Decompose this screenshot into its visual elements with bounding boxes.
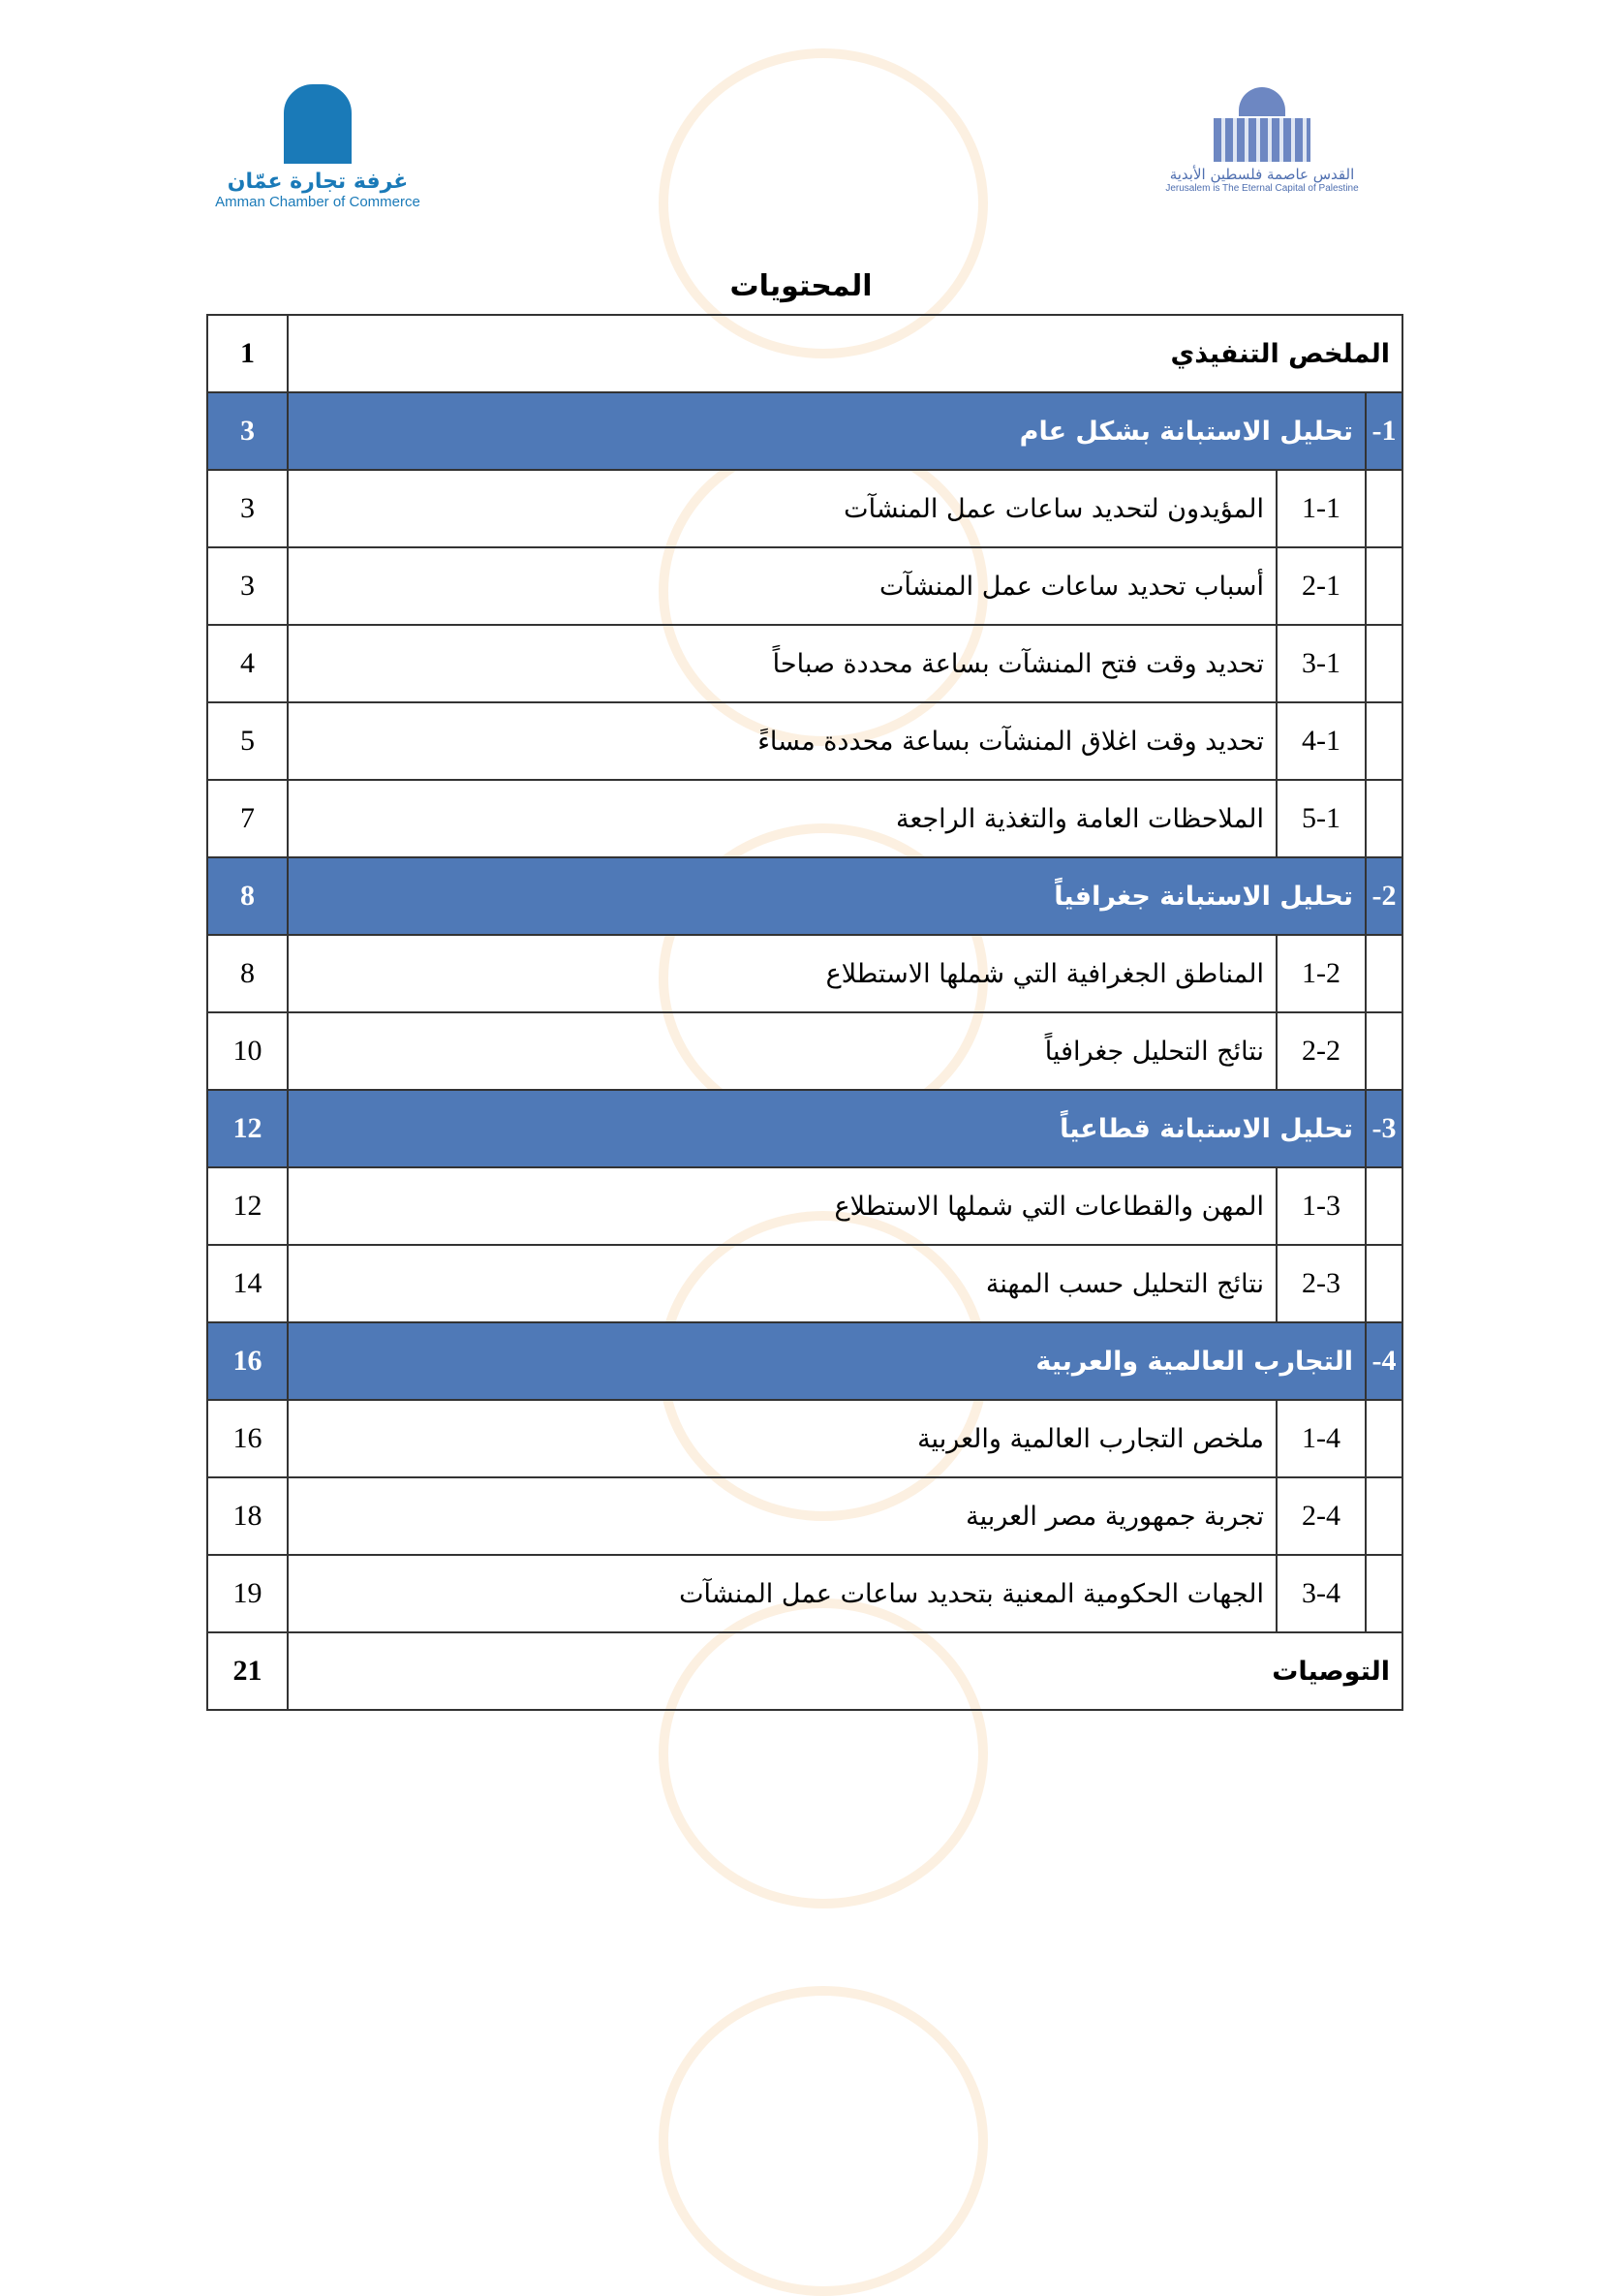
toc-row[interactable] bbox=[207, 1012, 1402, 1090]
page-number-text: 3 bbox=[240, 570, 255, 602]
empty-cell bbox=[1366, 1477, 1402, 1555]
subsection-number bbox=[1277, 1167, 1366, 1245]
entry-title bbox=[288, 857, 1366, 935]
watermark-clock bbox=[659, 48, 988, 358]
entry-title-text: تحديد وقت فتح المنشآت بساعة محددة صباحاً bbox=[772, 648, 1264, 679]
page-number-text: 3 bbox=[240, 492, 255, 524]
toc-row[interactable] bbox=[207, 935, 1402, 1012]
entry-title bbox=[288, 1322, 1366, 1400]
page-number-text: 7 bbox=[240, 802, 255, 834]
subsection-number-text: 1-4 bbox=[1302, 1422, 1340, 1454]
subsection-number-text: 2-2 bbox=[1302, 1035, 1340, 1067]
building-icon bbox=[1214, 118, 1310, 162]
subsection-number-text: 1-1 bbox=[1302, 492, 1340, 524]
subsection-number bbox=[1277, 1400, 1366, 1477]
toc-row[interactable] bbox=[207, 1632, 1402, 1710]
entry-title bbox=[288, 392, 1366, 470]
entry-title-text: الملاحظات العامة والتغذية الراجعة bbox=[895, 803, 1264, 834]
logo-left-english: Amman Chamber of Commerce bbox=[215, 194, 420, 210]
subsection-number-text: 2-4 bbox=[1302, 1500, 1340, 1532]
toc-row[interactable] bbox=[207, 547, 1402, 625]
toc-row[interactable] bbox=[207, 1400, 1402, 1477]
subsection-number bbox=[1277, 935, 1366, 1012]
empty-cell bbox=[1366, 547, 1402, 625]
page-number-text: 12 bbox=[232, 1112, 262, 1144]
subsection-number bbox=[1277, 780, 1366, 857]
page-number-text: 8 bbox=[240, 957, 255, 989]
subsection-number-text: 5-1 bbox=[1302, 802, 1340, 834]
logo-left-arabic: غرفة تجارة عمّان bbox=[227, 170, 409, 194]
toc-row[interactable] bbox=[207, 1090, 1402, 1167]
empty-cell bbox=[1366, 1400, 1402, 1477]
subsection-number bbox=[1277, 1477, 1366, 1555]
section-number bbox=[1366, 392, 1402, 470]
toc-row[interactable] bbox=[207, 702, 1402, 780]
entry-title-text: نتائج التحليل حسب المهنة bbox=[985, 1268, 1264, 1299]
page-number bbox=[207, 315, 288, 392]
subsection-number bbox=[1277, 1555, 1366, 1632]
page-number-text: 1 bbox=[240, 337, 255, 369]
entry-title-text: المناطق الجغرافية التي شملها الاستطلاع bbox=[825, 958, 1264, 989]
entry-title bbox=[288, 935, 1277, 1012]
page-number bbox=[207, 392, 288, 470]
toc-row[interactable] bbox=[207, 392, 1402, 470]
entry-title bbox=[288, 315, 1402, 392]
empty-cell bbox=[1366, 625, 1402, 702]
subsection-number bbox=[1277, 1012, 1366, 1090]
page-number bbox=[207, 857, 288, 935]
entry-title-text: تجربة جمهورية مصر العربية bbox=[966, 1501, 1264, 1532]
subsection-number-text: 2-1 bbox=[1302, 570, 1340, 602]
subsection-number-text: 1-2 bbox=[1302, 957, 1340, 989]
subsection-number-text: 4-1 bbox=[1302, 725, 1340, 757]
entry-title bbox=[288, 1477, 1277, 1555]
subsection-number-text: 3-1 bbox=[1302, 647, 1340, 679]
logo-right-arabic: القدس عاصمة فلسطين الأبدية bbox=[1169, 166, 1355, 183]
logo-right-english: Jerusalem is The Eternal Capital of Palestine bbox=[1165, 183, 1359, 194]
entry-title bbox=[288, 780, 1277, 857]
entry-title bbox=[288, 1090, 1366, 1167]
subsection-number bbox=[1277, 625, 1366, 702]
entry-title bbox=[288, 1632, 1402, 1710]
page-title: المحتويات bbox=[729, 269, 873, 303]
empty-cell bbox=[1366, 780, 1402, 857]
page-number bbox=[207, 547, 288, 625]
entry-title-text: تحليل الاستبانة جغرافياً bbox=[1054, 881, 1353, 912]
subsection-number bbox=[1277, 470, 1366, 547]
toc-row[interactable] bbox=[207, 1555, 1402, 1632]
arch-icon bbox=[284, 84, 352, 164]
page-number bbox=[207, 1322, 288, 1400]
empty-cell bbox=[1366, 1245, 1402, 1322]
toc-row[interactable] bbox=[207, 315, 1402, 392]
page-number-text: 21 bbox=[232, 1655, 262, 1687]
toc-row[interactable] bbox=[207, 1245, 1402, 1322]
page-number bbox=[207, 935, 288, 1012]
section-number-text: -2 bbox=[1371, 880, 1397, 912]
page-number-text: 5 bbox=[240, 725, 255, 757]
subsection-number-text: 1-3 bbox=[1302, 1190, 1340, 1222]
subsection-number bbox=[1277, 1245, 1366, 1322]
empty-cell bbox=[1366, 470, 1402, 547]
page-number-text: 16 bbox=[232, 1345, 262, 1377]
section-number-text: -1 bbox=[1371, 415, 1397, 447]
page-number bbox=[207, 470, 288, 547]
page-number-text: 8 bbox=[240, 880, 255, 912]
page-number-text: 10 bbox=[232, 1035, 262, 1067]
entry-title bbox=[288, 547, 1277, 625]
entry-title bbox=[288, 1400, 1277, 1477]
entry-title-text: أسباب تحديد ساعات عمل المنشآت bbox=[878, 571, 1264, 602]
page-number bbox=[207, 1167, 288, 1245]
entry-title bbox=[288, 625, 1277, 702]
toc-row[interactable] bbox=[207, 470, 1402, 547]
entry-title-text: ملخص التجارب العالمية والعربية bbox=[917, 1423, 1264, 1454]
toc-row[interactable] bbox=[207, 1477, 1402, 1555]
entry-title bbox=[288, 1245, 1277, 1322]
entry-title bbox=[288, 1555, 1277, 1632]
entry-title-text: تحليل الاستبانة قطاعياً bbox=[1060, 1113, 1353, 1144]
page-number-text: 18 bbox=[232, 1500, 262, 1532]
section-number bbox=[1366, 857, 1402, 935]
subsection-number-text: 2-3 bbox=[1302, 1267, 1340, 1299]
page-number bbox=[207, 625, 288, 702]
toc-row[interactable] bbox=[207, 625, 1402, 702]
dome-icon bbox=[1239, 87, 1285, 116]
entry-title bbox=[288, 702, 1277, 780]
entry-title bbox=[288, 470, 1277, 547]
toc-row[interactable] bbox=[207, 1322, 1402, 1400]
page-number-text: 19 bbox=[232, 1577, 262, 1609]
page-number bbox=[207, 780, 288, 857]
empty-cell bbox=[1366, 1555, 1402, 1632]
page-number-text: 14 bbox=[232, 1267, 262, 1299]
page-number bbox=[207, 1555, 288, 1632]
section-number bbox=[1366, 1322, 1402, 1400]
page-number bbox=[207, 1632, 288, 1710]
entry-title-text: نتائج التحليل جغرافياً bbox=[1044, 1036, 1264, 1067]
entry-title bbox=[288, 1167, 1277, 1245]
page-number bbox=[207, 1477, 288, 1555]
entry-title-text: المهن والقطاعات التي شملها الاستطلاع bbox=[834, 1191, 1264, 1222]
entry-title bbox=[288, 1012, 1277, 1090]
amman-chamber-logo bbox=[206, 84, 429, 210]
page-number bbox=[207, 702, 288, 780]
page-number bbox=[207, 1090, 288, 1167]
subsection-number-text: 3-4 bbox=[1302, 1577, 1340, 1609]
entry-title-text: التجارب العالمية والعربية bbox=[1035, 1346, 1353, 1377]
empty-cell bbox=[1366, 1012, 1402, 1090]
contents-table bbox=[206, 314, 1403, 1711]
empty-cell bbox=[1366, 702, 1402, 780]
section-number bbox=[1366, 1090, 1402, 1167]
page-number bbox=[207, 1012, 288, 1090]
page-number-text: 16 bbox=[232, 1422, 262, 1454]
empty-cell bbox=[1366, 1167, 1402, 1245]
entry-title-text: المؤيدون لتحديد ساعات عمل المنشآت bbox=[844, 493, 1264, 524]
page-number-text: 4 bbox=[240, 647, 255, 679]
entry-title-text: التوصيات bbox=[1272, 1656, 1390, 1687]
page-number-text: 12 bbox=[232, 1190, 262, 1222]
page-number bbox=[207, 1400, 288, 1477]
toc-row[interactable] bbox=[207, 780, 1402, 857]
section-number-text: -4 bbox=[1371, 1345, 1397, 1377]
page-number bbox=[207, 1245, 288, 1322]
entry-title-text: تحديد وقت اغلاق المنشآت بساعة محددة مساءً bbox=[757, 726, 1264, 757]
empty-cell bbox=[1366, 935, 1402, 1012]
subsection-number bbox=[1277, 702, 1366, 780]
toc-row[interactable] bbox=[207, 1167, 1402, 1245]
section-number-text: -3 bbox=[1371, 1112, 1397, 1144]
entry-title-text: تحليل الاستبانة بشكل عام bbox=[1019, 416, 1353, 447]
jerusalem-logo bbox=[1165, 87, 1359, 194]
page-number-text: 3 bbox=[240, 415, 255, 447]
entry-title-text: الجهات الحكومية المعنية بتحديد ساعات عمل المنشآت bbox=[679, 1578, 1264, 1609]
entry-title-text: الملخص التنفيذي bbox=[1170, 338, 1390, 369]
subsection-number bbox=[1277, 547, 1366, 625]
toc-row[interactable] bbox=[207, 857, 1402, 935]
watermark-clock bbox=[659, 1986, 988, 2296]
